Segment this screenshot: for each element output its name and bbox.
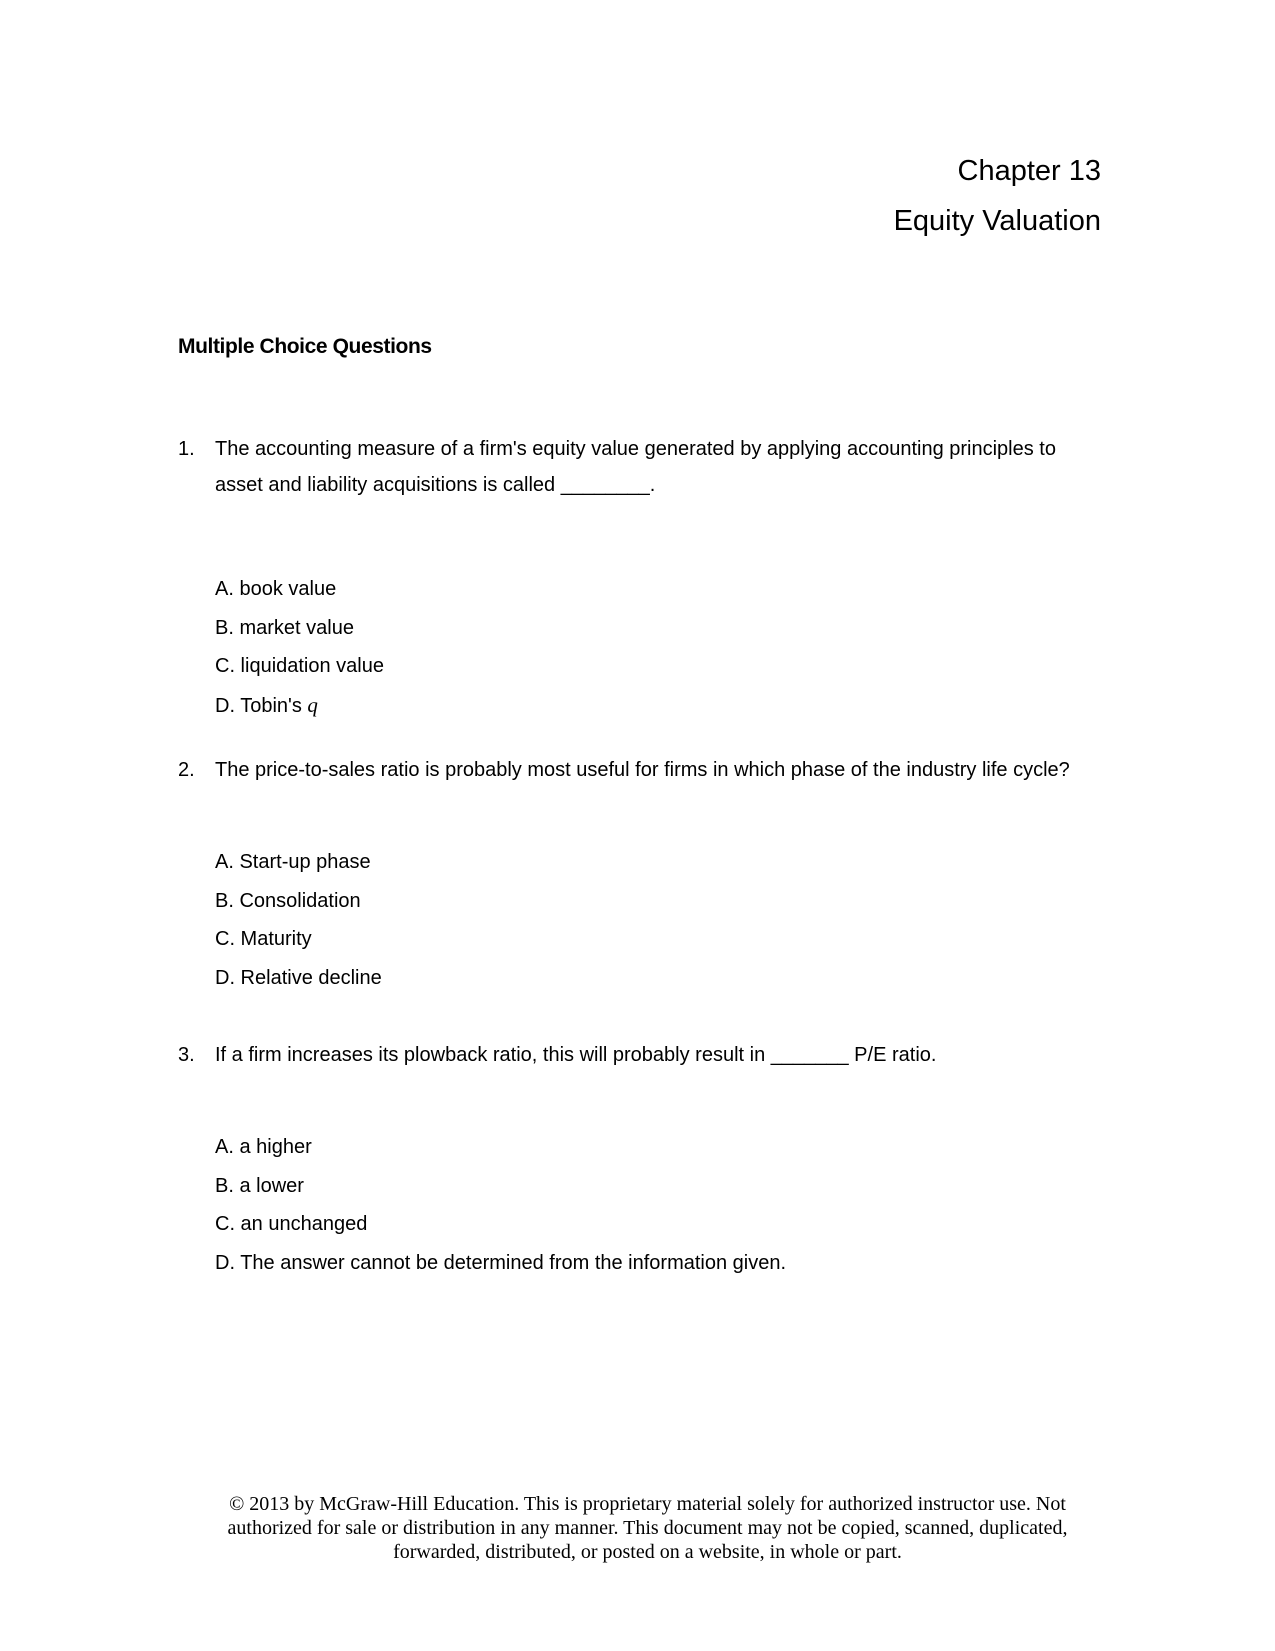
option-a: A. a higher [215,1136,312,1158]
question-3 [178,1037,1108,1302]
option-c: C. an unchanged [215,1213,368,1235]
footer-line-3: forwarded, distributed, or posted on a website, in whole or part. [393,1541,902,1563]
question-text: The accounting measure of a firm's equity value generated by applying accounting principles to asset and liability acquisitions is called ________. [215,438,1056,496]
section-heading: Multiple Choice Questions [178,335,432,358]
answer-options [215,843,1108,997]
option-a: A. Start-up phase [215,851,371,873]
question-text: If a firm increases its plowback ratio, this will probably result in _______ P/E ratio. [215,1044,937,1066]
option-a: A. book value [215,578,337,600]
footer-line-2: authorized for sale or distribution in any manner. This document may not be copied, scanned, duplicated, [227,1517,1068,1539]
question-1 [178,431,1108,744]
question-number: 2. [178,759,195,781]
question-stem [178,431,1108,503]
option-c: C. Maturity [215,928,312,950]
option-c: C. liquidation value [215,655,384,677]
chapter-title: Equity Valuation [893,205,1101,237]
answer-options [215,570,1108,724]
option-b: B. Consolidation [215,889,361,912]
option-b: B. market value [215,616,354,639]
question-2 [178,752,1108,1017]
question-stem [178,752,1108,788]
question-text: The price-to-sales ratio is probably most useful for firms in which phase of the industry life cycle? [215,759,1070,781]
option-d: D. The answer cannot be determined from the information given. [215,1251,787,1274]
option-d-text: D. Tobin's [215,694,302,717]
chapter-number: Chapter 13 [957,155,1101,187]
option-d-variable: q [307,692,318,717]
answer-options [215,1128,1108,1282]
question-stem [178,1037,1108,1073]
option-d: D. Relative decline [215,966,382,989]
option-b: B. a lower [215,1174,304,1197]
option-d [215,686,1108,725]
copyright-footer [150,1492,1145,1564]
question-number: 3. [178,1044,195,1066]
footer-line-1: © 2013 by McGraw-Hill Education. This is proprietary material solely for authorized instructor use. Not [229,1493,1066,1515]
question-number: 1. [178,438,195,460]
